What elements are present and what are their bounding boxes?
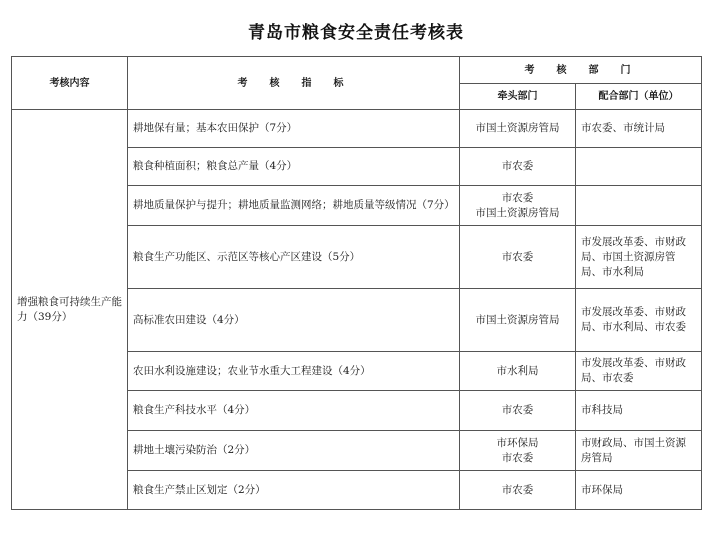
header-cooperate-dept: 配合部门（单位） — [576, 84, 702, 110]
header-departments: 考 核 部 门 — [460, 57, 702, 84]
cooperate-dept-cell: 市财政局、市国土资源房管局 — [576, 431, 702, 471]
indicator-cell: 高标准农田建设（4分） — [128, 289, 460, 352]
lead-dept: 市国土资源房管局 — [475, 206, 560, 219]
lead-dept: 市农委 — [501, 483, 534, 496]
lead-dept-cell — [460, 431, 576, 471]
lead-dept: 市农委 — [501, 451, 534, 464]
cooperate-dept-cell — [576, 148, 702, 186]
document-title: 青岛市粮食安全责任考核表 — [248, 23, 464, 43]
indicator-cell: 耕地保有量；基本农田保护（7分） — [128, 110, 460, 148]
table-row — [12, 110, 702, 148]
indicator-cell: 粮食生产功能区、示范区等核心产区建设（5分） — [128, 226, 460, 289]
cooperate-dept-cell: 市发展改革委、市财政局、市国土资源房管局、市水利局 — [576, 226, 702, 289]
lead-dept: 市农委 — [501, 250, 534, 263]
cooperate-dept-cell — [576, 186, 702, 226]
cooperate-dept-cell: 市发展改革委、市财政局、市农委 — [576, 352, 702, 391]
assessment-table — [11, 56, 702, 510]
indicator-cell: 农田水利设施建设；农业节水重大工程建设（4分） — [128, 352, 460, 391]
cooperate-dept-cell: 市发展改革委、市财政局、市水利局、市农委 — [576, 289, 702, 352]
lead-dept: 市水利局 — [496, 364, 539, 377]
lead-dept-cell — [460, 471, 576, 510]
lead-dept-cell — [460, 391, 576, 431]
header-lead-dept: 牵头部门 — [460, 84, 576, 110]
lead-dept-cell — [460, 148, 576, 186]
header-content: 考核内容 — [12, 57, 128, 110]
category-cell: 增强粮食可持续生产能力（39分） — [12, 110, 128, 510]
cooperate-dept-cell: 市农委、市统计局 — [576, 110, 702, 148]
cooperate-dept-cell: 市环保局 — [576, 471, 702, 510]
lead-dept-cell — [460, 289, 576, 352]
indicator-cell: 耕地土壤污染防治（2分） — [128, 431, 460, 471]
lead-dept: 市农委 — [501, 160, 534, 172]
lead-dept: 市农委 — [501, 404, 534, 416]
header-indicator: 考 核 指 标 — [128, 57, 460, 110]
lead-dept: 市国土资源房管局 — [475, 313, 560, 326]
indicator-cell: 粮食生产禁止区划定（2分） — [128, 471, 460, 510]
lead-dept-cell — [460, 110, 576, 148]
lead-dept-cell — [460, 186, 576, 226]
cooperate-dept-cell: 市科技局 — [576, 391, 702, 431]
indicator-cell: 粮食生产科技水平（4分） — [128, 391, 460, 431]
indicator-cell: 粮食种植面积；粮食总产量（4分） — [128, 148, 460, 186]
lead-dept: 市农委 — [501, 191, 534, 204]
lead-dept: 市国土资源房管局 — [475, 122, 560, 134]
lead-dept-cell — [460, 352, 576, 391]
indicator-cell: 耕地质量保护与提升；耕地质量监测网络；耕地质量等级情况（7分） — [128, 186, 460, 226]
header-row-1 — [12, 57, 702, 84]
lead-dept-cell — [460, 226, 576, 289]
lead-dept: 市环保局 — [496, 436, 539, 449]
